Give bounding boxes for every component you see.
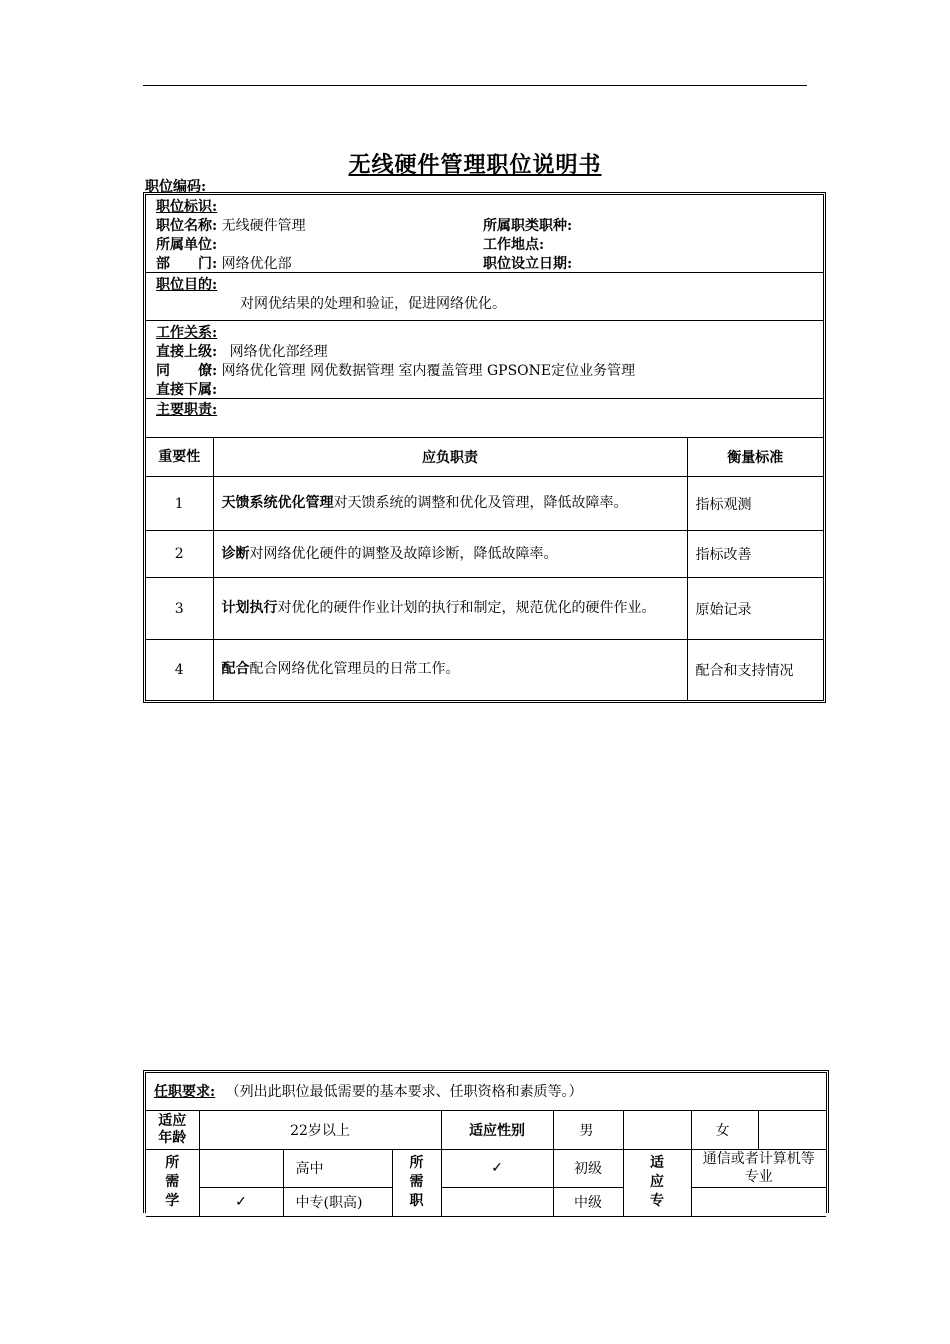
requirements-table <box>146 1073 826 1217</box>
education-option: 高中 <box>283 1149 392 1187</box>
education-row-2 <box>146 1187 826 1216</box>
relations-section <box>146 320 823 399</box>
duties-header-row <box>146 438 823 477</box>
major-value: 通信或者计算机等专业 <box>691 1149 826 1187</box>
peers-line <box>156 362 635 381</box>
requirements-heading-row <box>146 1073 826 1110</box>
duty-row <box>146 640 823 700</box>
requirements-note: （列出此职位最低需要的基本要求、任职资格和素质等。） <box>225 1084 583 1101</box>
major-empty <box>691 1187 826 1216</box>
superior-label: 直接上级: <box>156 344 218 360</box>
duty-row <box>146 531 823 578</box>
duty-row <box>146 477 823 531</box>
duty-measure: 原始记录 <box>687 578 823 640</box>
duty-cell <box>213 640 687 700</box>
established-date-label: 职位设立日期: <box>483 256 573 272</box>
position-code-label: 职位编码: <box>145 179 207 195</box>
age-label: 适应年龄 <box>146 1110 199 1149</box>
duty-title: 计划执行 <box>221 600 278 616</box>
identification-section <box>146 195 823 273</box>
measure-header: 衡量标准 <box>687 438 823 477</box>
title-option: 中级 <box>553 1187 623 1216</box>
duty-measure: 配合和支持情况 <box>687 640 823 700</box>
age-value: 22岁以上 <box>199 1110 441 1149</box>
position-name-value: 无线硬件管理 <box>221 218 306 234</box>
duty-description: 对优化的硬件作业计划的执行和制定，规范优化的硬件作业。 <box>277 600 656 616</box>
age-gender-row <box>146 1110 826 1149</box>
education-check <box>199 1149 283 1187</box>
duties-section <box>146 398 823 437</box>
duty-number: 1 <box>146 477 213 531</box>
duty-description: 配合网络优化管理员的日常工作。 <box>249 661 460 678</box>
major-label: 适应专 <box>623 1149 691 1216</box>
duty-measure: 指标观测 <box>687 477 823 531</box>
superior-value: 网络优化部经理 <box>229 344 328 360</box>
education-label: 所需学 <box>146 1149 199 1216</box>
duty-row <box>146 578 823 640</box>
duty-title: 诊断 <box>221 545 250 562</box>
document-title: 无线硬件管理职位说明书 <box>348 152 602 178</box>
gender-female-check <box>758 1110 826 1149</box>
purpose-text: 对网优结果的处理和验证，促进网络优化。 <box>240 296 506 312</box>
duties-table <box>146 437 823 700</box>
duty-description: 对网络优化硬件的调整及故障诊断，降低故障率。 <box>249 545 558 562</box>
purpose-section <box>146 272 823 321</box>
title-label: 所需职 <box>392 1149 441 1216</box>
education-row-1 <box>146 1149 826 1187</box>
identification-heading: 职位标识: <box>156 199 218 215</box>
position-name-line <box>156 217 306 236</box>
duty-cell <box>213 477 687 531</box>
duty-title: 天馈系统优化管理 <box>221 495 334 511</box>
peers-value: 网络优化管理 网优数据管理 室内覆盖管理 GPSONE定位业务管理 <box>221 363 636 379</box>
requirements-box <box>143 1070 829 1213</box>
requirements-heading-cell <box>146 1073 826 1110</box>
job-description-box <box>143 192 826 703</box>
duty-measure: 指标改善 <box>687 531 823 578</box>
duty-number: 3 <box>146 578 213 640</box>
duty-title: 配合 <box>221 661 250 678</box>
education-check: ✓ <box>199 1187 283 1216</box>
duty-number: 2 <box>146 531 213 578</box>
department-label: 部 门: <box>156 256 218 272</box>
gender-male-check <box>623 1110 691 1149</box>
gender-female: 女 <box>691 1110 758 1149</box>
duties-heading: 主要职责: <box>156 402 218 418</box>
gender-male: 男 <box>553 1110 623 1149</box>
superior-line <box>156 343 328 362</box>
requirements-heading: 任职要求: <box>154 1084 216 1101</box>
duty-description: 对天馈系统的调整和优化及管理，降低故障率。 <box>333 495 628 511</box>
relations-heading: 工作关系: <box>156 325 218 341</box>
title-check: ✓ <box>441 1149 553 1187</box>
job-category-label: 所属职类职种: <box>483 218 573 234</box>
position-name-label: 职位名称: <box>156 218 218 234</box>
duty-cell <box>213 531 687 578</box>
title-option: 初级 <box>553 1149 623 1187</box>
duty-cell <box>213 578 687 640</box>
duty-number: 4 <box>146 640 213 700</box>
peers-label: 同 僚: <box>156 363 218 379</box>
subordinate-label: 直接下属: <box>156 382 218 398</box>
unit-label: 所属单位: <box>156 237 218 253</box>
importance-header: 重要性 <box>146 438 213 477</box>
title-check <box>441 1187 553 1216</box>
header-rule <box>143 85 807 86</box>
education-option: 中专(职高) <box>283 1187 392 1216</box>
work-location-label: 工作地点: <box>483 237 545 253</box>
department-value: 网络优化部 <box>221 256 292 272</box>
gender-label: 适应性别 <box>441 1110 553 1149</box>
responsibility-header: 应负职责 <box>213 438 687 477</box>
purpose-heading: 职位目的: <box>156 277 218 293</box>
